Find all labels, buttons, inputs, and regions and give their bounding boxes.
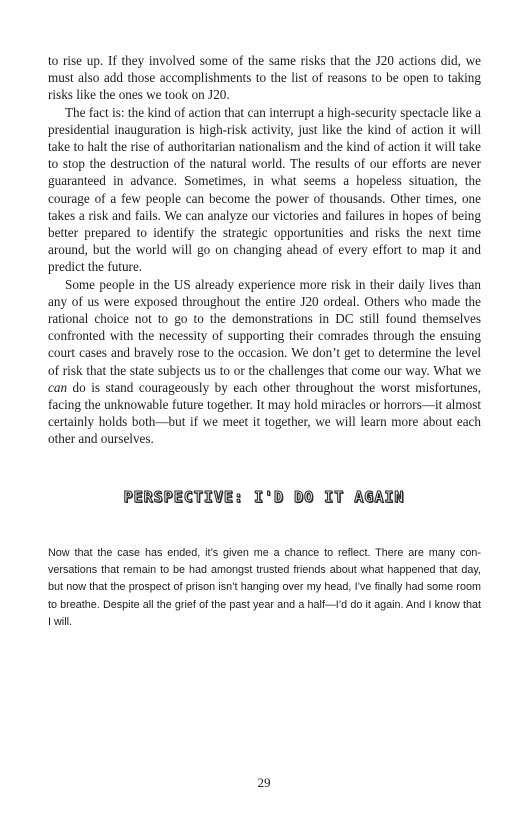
page-number: 29 — [257, 775, 271, 790]
paragraph-the-fact-is: The fact is: the kind of action that can interrupt a high-security spectacle like a presidential inauguration is high-risk activity, just like the kind of action it will take to halt the rise of authoritarian nationalism and the kind of action it will take to stop the destruction of the natural world. The results of our efforts are never guaranteed in advance. Sometimes, in what seems a hopeless situation, the courage of a few people can become the power of thousands. Other times, one takes a risk and fails. We can analyze our victories and failures in hopes of being better prepared to identify the strategic opportunities and risks the next time around, but the world will go on changing ahead of every effort to map it and predict the future. — [48, 104, 481, 275]
paragraph-text: Some people in the US already experience more risk in their daily lives than any of us were exposed throughout the entire J20 ordeal. Others who made the rational choice not to go to the demonstrations in DC still found themselves confronted with the necessity of supporting their comrades through the ensuing court cases and bravely rose to the occasion. We don’t get to determine the level of risk that the state subjects us to or the challenges that come our way. What we — [48, 276, 481, 378]
emphasis-text: can — [48, 379, 68, 395]
paragraph-continued: to rise up. If they involved some of the same risks that the J20 actions did, we must also add those accomplishments to the list of reasons to be open to taking risks like the ones we took on J20. — [48, 53, 481, 103]
body-text — [48, 52, 481, 448]
section-body — [48, 545, 481, 631]
section-paragraph: Now that the case has ended, it’s given me a chance to reflect. There are many conversations that remain to be had amongst trusted friends about what happened that day, but now that the prospect of prison isn’t hanging over my head, I’ve finally had some room to breathe. Despite all the grief of the past year and a half—I’d do it again. And I know that I will. — [48, 547, 481, 628]
section-heading: PERSPECTIVE: I'D DO IT AGAIN — [123, 488, 405, 506]
paragraph-some-people — [48, 276, 481, 448]
paragraph-text: do is stand courageously by each other throughout the worst misfortunes, facing the unknowable future together. It may hold miracles or horrors—it almost certainly holds both—but if we meet it together, we will learn more about each other and ourselves. — [48, 379, 481, 447]
